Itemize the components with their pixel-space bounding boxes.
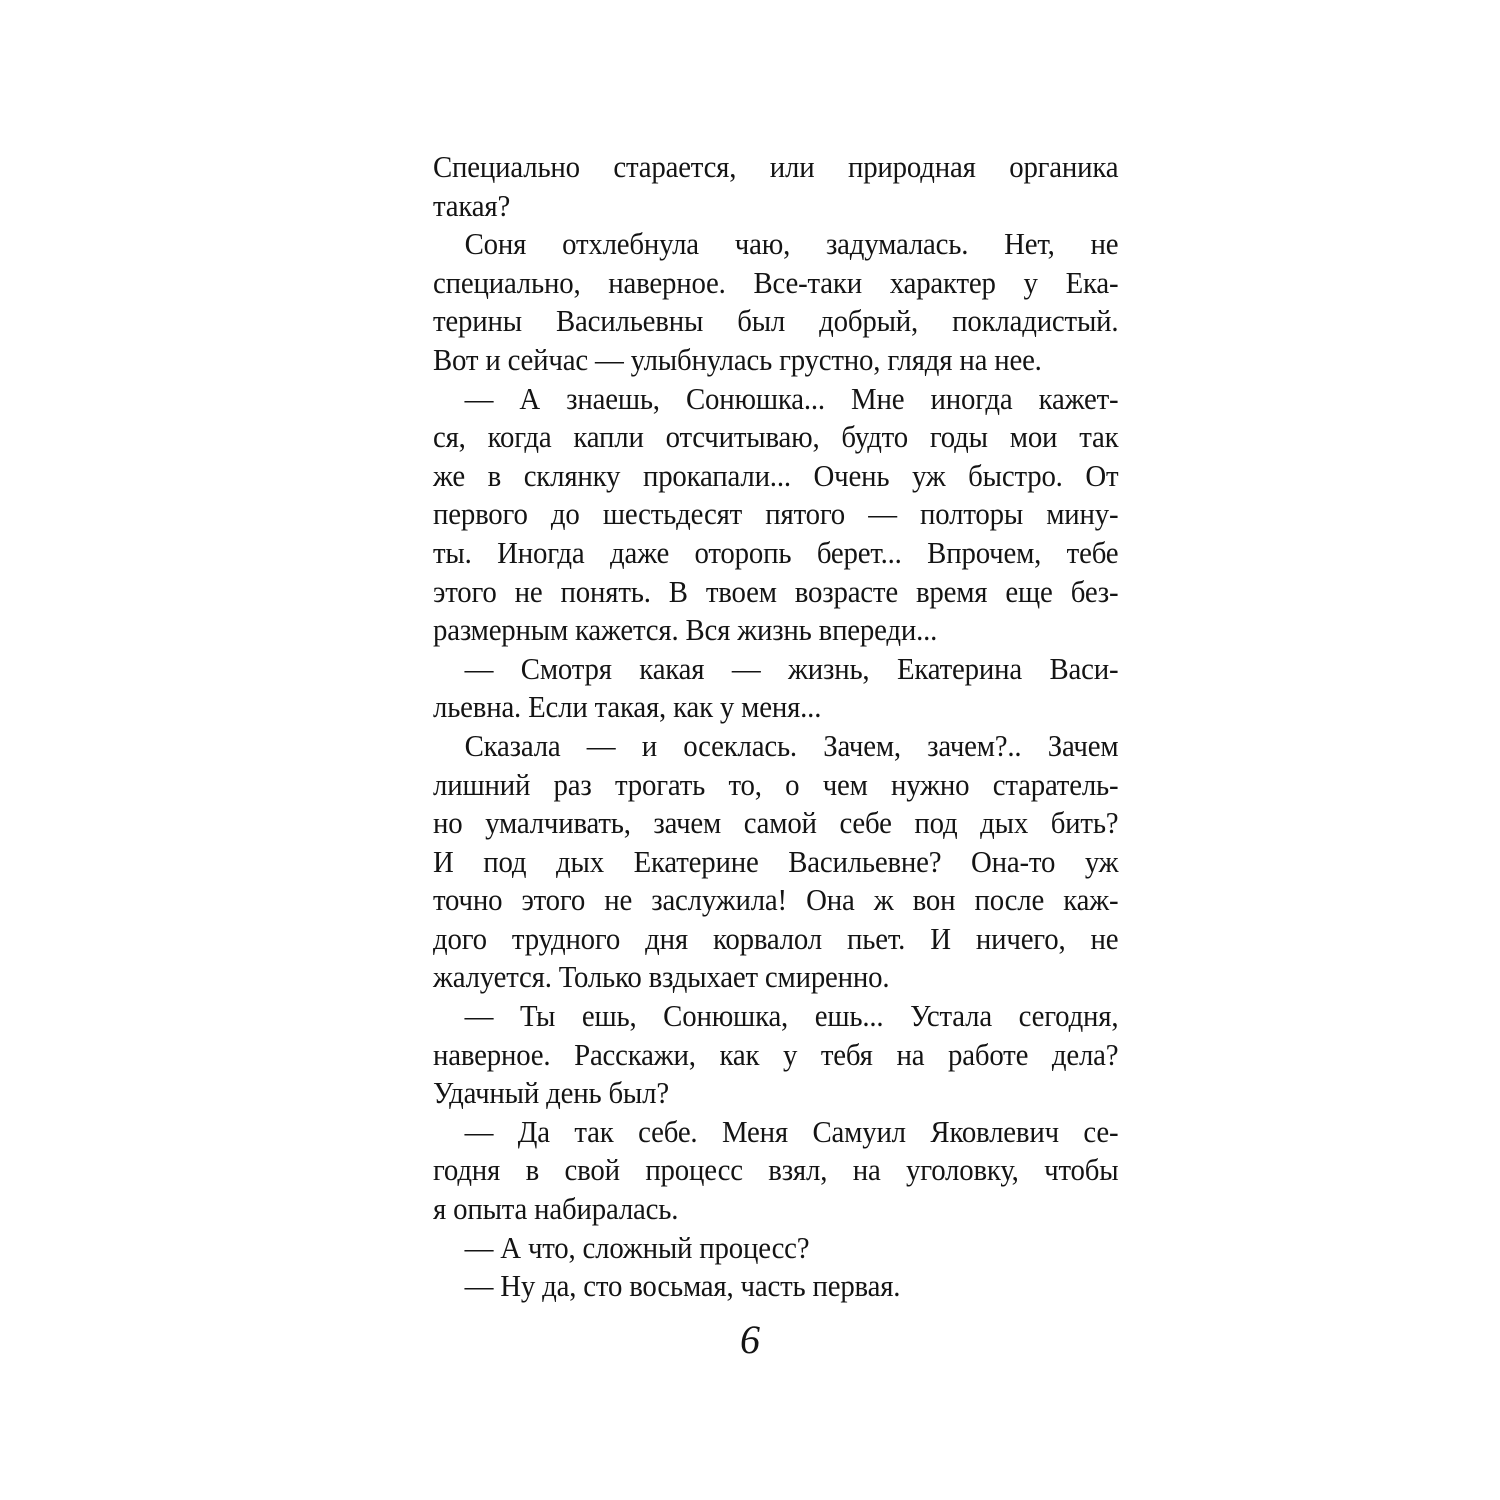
text-line: жалуется. Только вздыхает смиренно.: [433, 959, 890, 995]
text-line: Удачный день был?: [433, 1075, 669, 1111]
text-line: Вот и сейчас — улыбнулась грустно, глядя на нее.: [433, 341, 1042, 377]
text-line: точно этого не заслужила! Она ж вон после каж-: [433, 882, 1119, 918]
text-line: но умалчивать, зачем самой себе под дых бить?: [433, 805, 1119, 841]
text-line: — Смотря какая — жизнь, Екатерина Васи-: [464, 650, 1119, 686]
text-line: ся, когда капли отсчитываю, будто годы мои так: [433, 419, 1119, 455]
text-line: ты. Иногда даже оторопь берет... Впрочем, тебе: [433, 534, 1119, 570]
text-line: специально, наверное. Все-таки характер у Ека-: [433, 264, 1119, 300]
text-line: этого не понять. В твоем возрасте время еще без-: [433, 573, 1119, 609]
text-line: же в склянку прокапали... Очень уж быстро. От: [433, 457, 1119, 493]
text-line: — Ну да, сто восьмая, часть первая.: [464, 1268, 901, 1304]
text-line: Соня отхлебнула чаю, задумалась. Нет, не: [464, 226, 1119, 262]
text-line: — А что, сложный процесс?: [464, 1229, 810, 1265]
book-page-text: [433, 148, 1119, 1306]
text-line: дого трудного дня корвалол пьет. И ничего, не: [433, 920, 1119, 956]
text-line: наверное. Расскажи, как у тебя на работе дела?: [433, 1036, 1119, 1072]
text-line: Сказала — и осеклась. Зачем, зачем?.. Зачем: [464, 727, 1119, 763]
text-line: лишний раз трогать то, о чем нужно старатель-: [433, 766, 1119, 802]
text-line: — Да так себе. Меня Самуил Яковлевич се-: [464, 1113, 1119, 1149]
text-line: первого до шестьдесят пятого — полторы мину-: [433, 496, 1119, 532]
text-line: — А знаешь, Сонюшка... Мне иногда кажет-: [464, 380, 1119, 416]
text-line: размерным кажется. Вся жизнь впереди...: [433, 612, 938, 648]
text-line: годня в свой процесс взял, на уголовку, чтобы: [433, 1152, 1119, 1188]
text-line: такая?: [433, 187, 511, 223]
text-line: И под дых Екатерине Васильевне? Она-то уж: [433, 843, 1119, 879]
text-line: я опыта набиралась.: [433, 1191, 679, 1227]
page-number: 6: [740, 1317, 760, 1362]
text-line: — Ты ешь, Сонюшка, ешь... Устала сегодня,: [464, 998, 1119, 1034]
text-line: Специально старается, или природная органика: [433, 149, 1119, 184]
text-line: льевна. Если такая, как у меня...: [433, 689, 822, 725]
text-line: терины Васильевны был добрый, покладистый.: [433, 303, 1119, 339]
